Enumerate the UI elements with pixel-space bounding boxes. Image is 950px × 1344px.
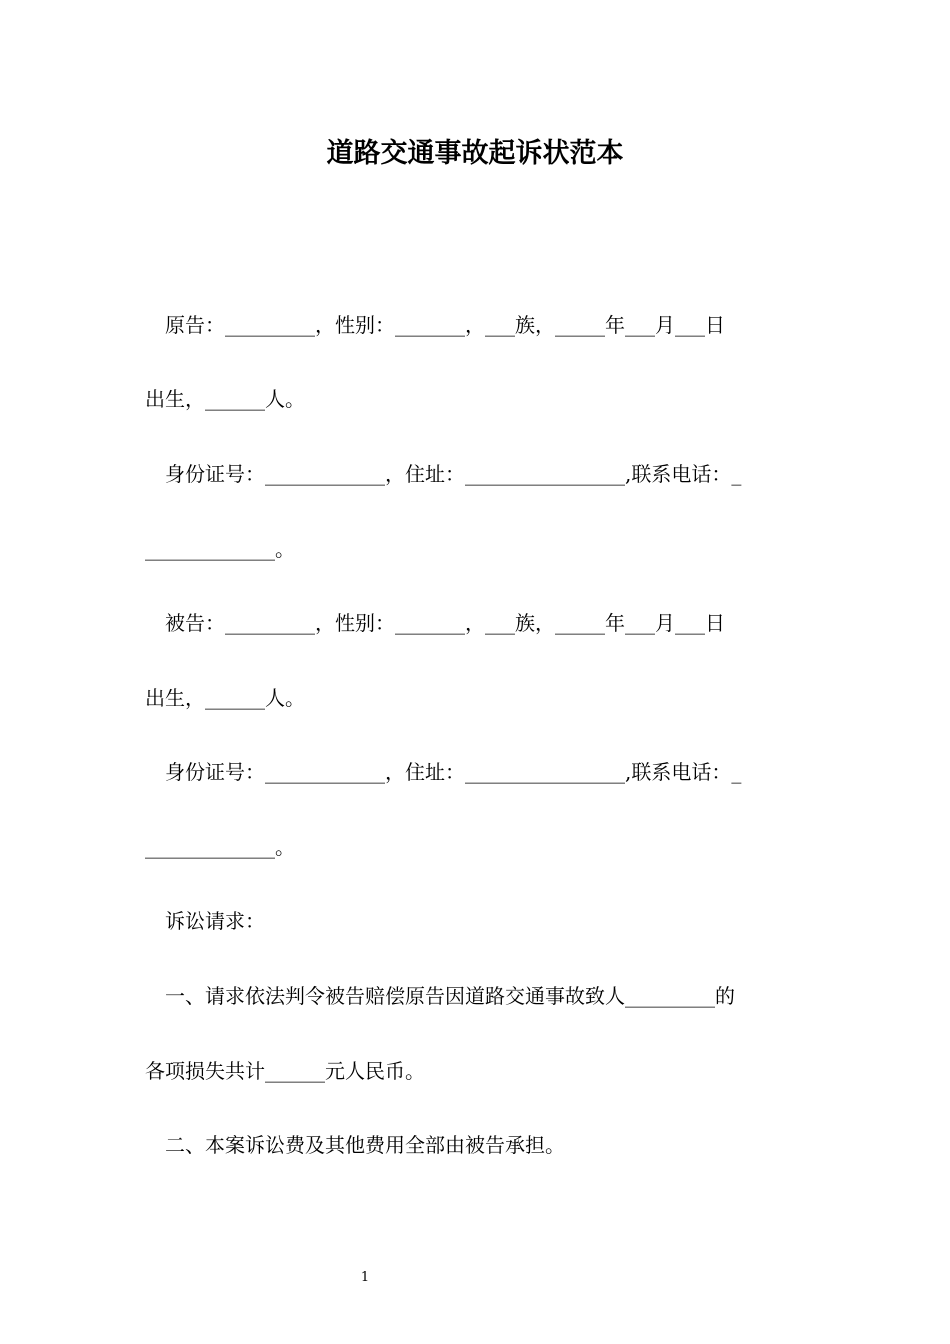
plaintiff-info-line: 原告：_________，性别：_______，___族，_____年___月___日 bbox=[165, 313, 725, 337]
claim-two-line: 二、本案诉讼费及其他费用全部由被告承担。 bbox=[165, 1133, 565, 1157]
plaintiff-birthplace-line: 出生，______人。 bbox=[145, 387, 305, 411]
defendant-id-address-line: 身份证号：____________，住址：________________,联系电话：_ bbox=[165, 760, 742, 784]
page-number: 1 bbox=[360, 1270, 370, 1285]
defendant-birthplace-line: 出生，______人。 bbox=[145, 686, 305, 710]
claim-one-continuation: 各项损失共计______元人民币。 bbox=[145, 1059, 425, 1083]
claims-heading: 诉讼请求： bbox=[165, 909, 265, 933]
defendant-info-line: 被告：_________，性别：_______，___族，_____年___月___日 bbox=[165, 611, 725, 635]
defendant-phone-line: _____________。 bbox=[145, 835, 295, 859]
claim-one-line: 一、请求依法判令被告赔偿原告因道路交通事故致人_________的 bbox=[165, 984, 735, 1008]
plaintiff-phone-line: _____________。 bbox=[145, 537, 295, 561]
plaintiff-id-address-line: 身份证号：____________，住址：________________,联系电话：_ bbox=[165, 462, 742, 486]
document-title: 道路交通事故起诉状范本 bbox=[326, 138, 624, 169]
